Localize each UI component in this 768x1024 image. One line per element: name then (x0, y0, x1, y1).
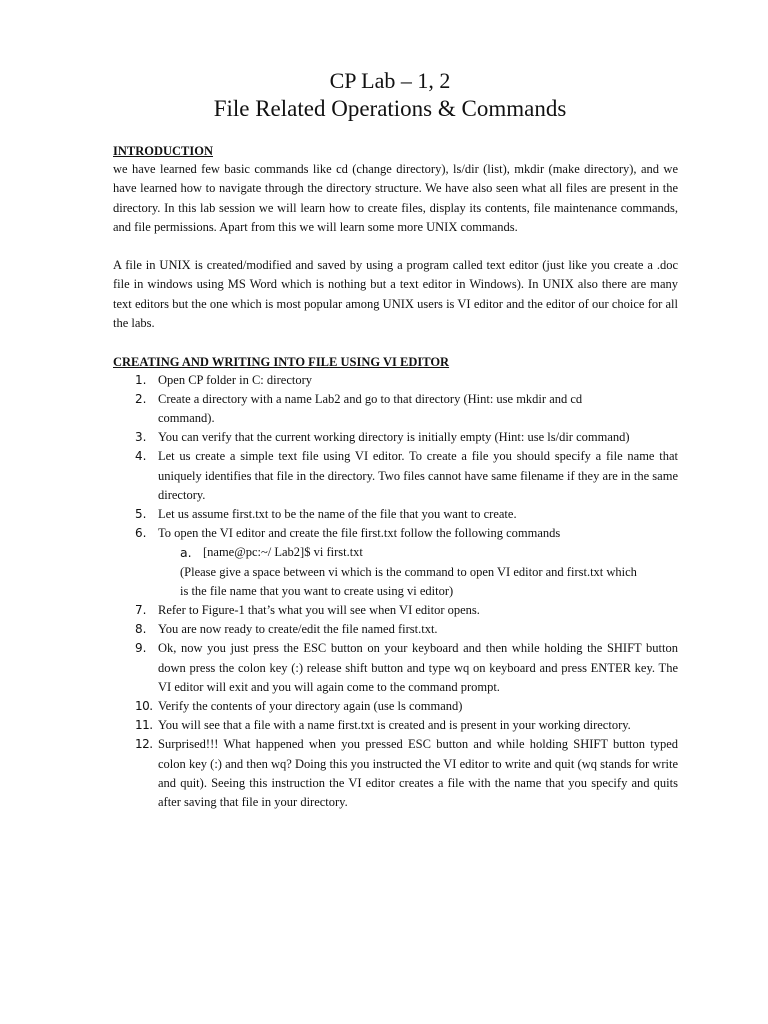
list-item-number: 9. (135, 641, 147, 656)
vi-command-text: [name@pc:~/ Lab2]$ vi first.txt (203, 545, 363, 560)
list-item-number: 7. (135, 603, 147, 618)
list-item-number: 10. (135, 699, 153, 714)
list-item-text: Let us create a simple text file using VI editor. To create a file you should specify a file name that uniquely identifies that file in the directory. Two files cannot have same filename if they are in the same directory. (158, 449, 678, 502)
document-subtitle: File Related Operations & Commands (213, 96, 567, 121)
list-item-text: Refer to Figure-1 that’s what you will see when VI editor opens. (158, 603, 480, 618)
list-item (113, 601, 678, 620)
list-item-number: 4. (135, 449, 147, 464)
list-item-number: 5. (135, 507, 147, 522)
sub-list-item (158, 543, 678, 601)
document-title: CP Lab – 1, 2 (329, 68, 451, 93)
list-item (113, 390, 678, 428)
list-item-text: You are now ready to create/edit the file named first.txt. (158, 622, 438, 637)
introduction-heading: INTRODUCTION (113, 144, 214, 158)
sub-list-item-letter: a. (180, 545, 192, 561)
list-item-text: To open the VI editor and create the file first.txt follow the following commands (158, 526, 561, 541)
list-item-text: Verify the contents of your directory again (use ls command) (158, 699, 463, 714)
list-item (113, 428, 678, 447)
list-item-text: Surprised!!! What happened when you pressed ESC button and while holding SHIFT button typed colon key (:) and then wq? Doing this you instructed the VI editor to write and quit (wq stands for write and quit). Seeing this instruction the VI editor creates a file with the name that you specify and quits after saving that file in your directory. (158, 737, 678, 810)
vi-editor-heading: CREATING AND WRITING INTO FILE USING VI EDITOR (113, 354, 450, 369)
list-item (113, 505, 678, 524)
list-item (113, 716, 678, 735)
vi-command-note: (Please give a space between vi which is the command to open VI editor and first.txt which is the file name that you want to create using vi editor) (180, 564, 637, 598)
document-body (113, 142, 678, 812)
list-item-text: Open CP folder in C: directory (158, 372, 313, 387)
introduction-paragraph-1: we have learned few basic commands like cd (change directory), ls/dir (list), mkdir (make directory), and we have learned how to navigate through the directory structure. We have also seen what all files are present in the directory. In this lab session we will learn how to create files, display its contents, file maintenance commands, and file permissions. Apart from this we will learn some more UNIX commands. (113, 162, 678, 235)
introduction-paragraph-2: A file in UNIX is created/modified and saved by using a program called text editor (just like you create a .doc file in windows using MS Word which is nothing but a text editor in Windows). In UNIX also there are many text editors but the one which is most popular among UNIX users is VI editor and the editor of our choice for all the labs. (113, 257, 678, 331)
list-item-text: Ok, now you just press the ESC button on your keyboard and then while holding the SHIFT button down press the colon key (:) release shift button and type wq on keyboard and press ENTER key. The VI editor will exit and you will again come to the command prompt. (158, 641, 678, 694)
list-item-text: Let us assume first.txt to be the name of the file that you want to create. (158, 507, 517, 522)
list-item-number: 2. (135, 391, 147, 406)
list-item (113, 620, 678, 639)
list-item (113, 697, 678, 716)
list-item (113, 735, 678, 812)
list-item (113, 371, 678, 390)
list-item (113, 524, 678, 601)
steps-list (113, 371, 678, 813)
list-item (113, 447, 678, 505)
list-item-text: You can verify that the current working directory is initially empty (Hint: use ls/dir command) (158, 430, 630, 445)
list-item-text: Create a directory with a name Lab2 and go to that directory (Hint: use mkdir and cd command). (158, 391, 583, 426)
list-item-number: 11. (135, 718, 153, 733)
list-item-number: 8. (135, 622, 147, 637)
list-item-number: 6. (135, 526, 147, 541)
list-item-text: You will see that a file with a name first.txt is created and is present in your working directory. (158, 718, 631, 733)
list-item (113, 639, 678, 697)
list-item-number: 12. (135, 737, 153, 752)
list-item-number: 3. (135, 430, 147, 445)
list-item-number: 1. (135, 372, 147, 387)
